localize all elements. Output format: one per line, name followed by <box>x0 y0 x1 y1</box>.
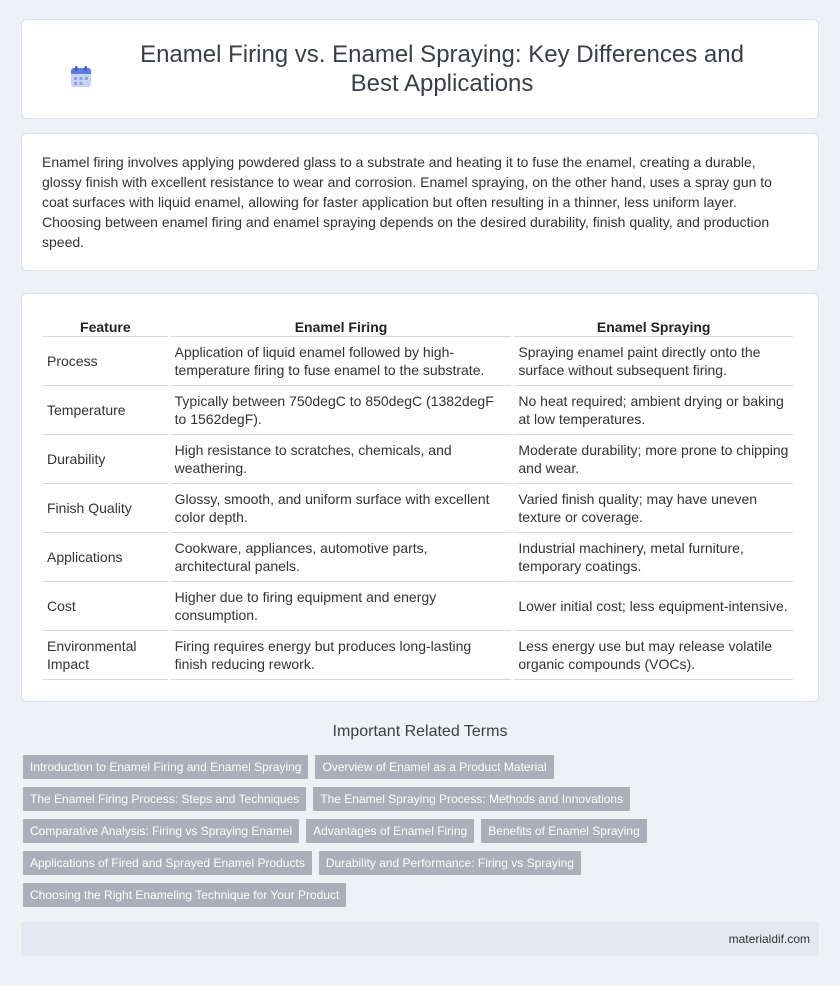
firing-cell: Application of liquid enamel followed by high-temperature firing to fuse enamel to the substrate. <box>171 337 512 386</box>
spraying-cell: Moderate durability; more prone to chipping and wear. <box>514 435 793 484</box>
spraying-cell: Industrial machinery, metal furniture, temporary coatings. <box>514 533 793 582</box>
table-row <box>43 631 793 680</box>
table-row <box>43 533 793 582</box>
tag-row <box>23 851 823 875</box>
table-row <box>43 386 793 435</box>
tag-row <box>23 819 823 843</box>
related-term-tag[interactable]: Benefits of Enamel Spraying <box>481 819 646 843</box>
spraying-cell: No heat required; ambient drying or baking at low temperatures. <box>514 386 793 435</box>
column-header-enamel-spraying: Enamel Spraying <box>514 313 793 337</box>
calendar-icon <box>70 66 92 93</box>
firing-cell: Typically between 750degC to 850degC (1382degF to 1562degF). <box>171 386 512 435</box>
tag-row <box>23 883 823 907</box>
related-term-tag[interactable]: Comparative Analysis: Firing vs Spraying Enamel <box>23 819 299 843</box>
table-row <box>43 582 793 631</box>
feature-cell: Durability <box>43 435 168 484</box>
table-row <box>43 337 793 386</box>
related-term-tag[interactable]: Choosing the Right Enameling Technique for Your Product <box>23 883 346 907</box>
feature-cell: Temperature <box>43 386 168 435</box>
firing-cell: High resistance to scratches, chemicals, and weathering. <box>171 435 512 484</box>
header-card <box>21 19 819 119</box>
feature-cell: Finish Quality <box>43 484 168 533</box>
related-term-tag[interactable]: The Enamel Firing Process: Steps and Techniques <box>23 787 306 811</box>
related-term-tag[interactable]: Applications of Fired and Sprayed Enamel Products <box>23 851 312 875</box>
table-row <box>43 484 793 533</box>
footer-site-link[interactable]: materialdif.com <box>728 932 810 946</box>
related-terms-tags <box>23 755 823 915</box>
related-term-tag[interactable]: The Enamel Spraying Process: Methods and Innovations <box>313 787 630 811</box>
tag-row <box>23 787 823 811</box>
comparison-table-card <box>21 293 819 702</box>
table-row <box>43 435 793 484</box>
tag-row <box>23 755 823 779</box>
related-term-tag[interactable]: Advantages of Enamel Firing <box>306 819 474 843</box>
feature-cell: Cost <box>43 582 168 631</box>
related-term-tag[interactable]: Overview of Enamel as a Product Material <box>315 755 553 779</box>
page-title: Enamel Firing vs. Enamel Spraying: Key Differences and Best Applications <box>140 41 744 97</box>
feature-cell: Environmental Impact <box>43 631 168 680</box>
firing-cell: Firing requires energy but produces long-lasting finish reducing rework. <box>171 631 512 680</box>
intro-text: Enamel firing involves applying powdered glass to a substrate and heating it to fuse the enamel, creating a durable, glossy finish with excellent resistance to wear and corrosion. Enamel spraying, on the other hand, uses a spray gun to coat surfaces with liquid enamel, allowing for faster application but often resulting in a thinner, less uniform layer. Choosing between enamel firing and enamel spraying depends on the desired durability, finish quality, and production speed. <box>42 154 772 250</box>
feature-cell: Applications <box>43 533 168 582</box>
related-term-tag[interactable]: Durability and Performance: Firing vs Spraying <box>319 851 581 875</box>
comparison-table <box>40 313 796 680</box>
spraying-cell: Less energy use but may release volatile organic compounds (VOCs). <box>514 631 793 680</box>
related-terms-title: Important Related Terms <box>332 723 508 740</box>
table-header-row <box>43 313 793 337</box>
related-term-tag[interactable]: Introduction to Enamel Firing and Enamel Spraying <box>23 755 308 779</box>
spraying-cell: Varied finish quality; may have uneven texture or coverage. <box>514 484 793 533</box>
firing-cell: Glossy, smooth, and uniform surface with excellent color depth. <box>171 484 512 533</box>
intro-card <box>21 133 819 271</box>
feature-cell: Process <box>43 337 168 386</box>
column-header-feature: Feature <box>43 313 168 337</box>
spraying-cell: Lower initial cost; less equipment-intensive. <box>514 582 793 631</box>
firing-cell: Cookware, appliances, automotive parts, architectural panels. <box>171 533 512 582</box>
column-header-enamel-firing: Enamel Firing <box>171 313 512 337</box>
footer <box>21 922 819 956</box>
firing-cell: Higher due to firing equipment and energy consumption. <box>171 582 512 631</box>
spraying-cell: Spraying enamel paint directly onto the surface without subsequent firing. <box>514 337 793 386</box>
